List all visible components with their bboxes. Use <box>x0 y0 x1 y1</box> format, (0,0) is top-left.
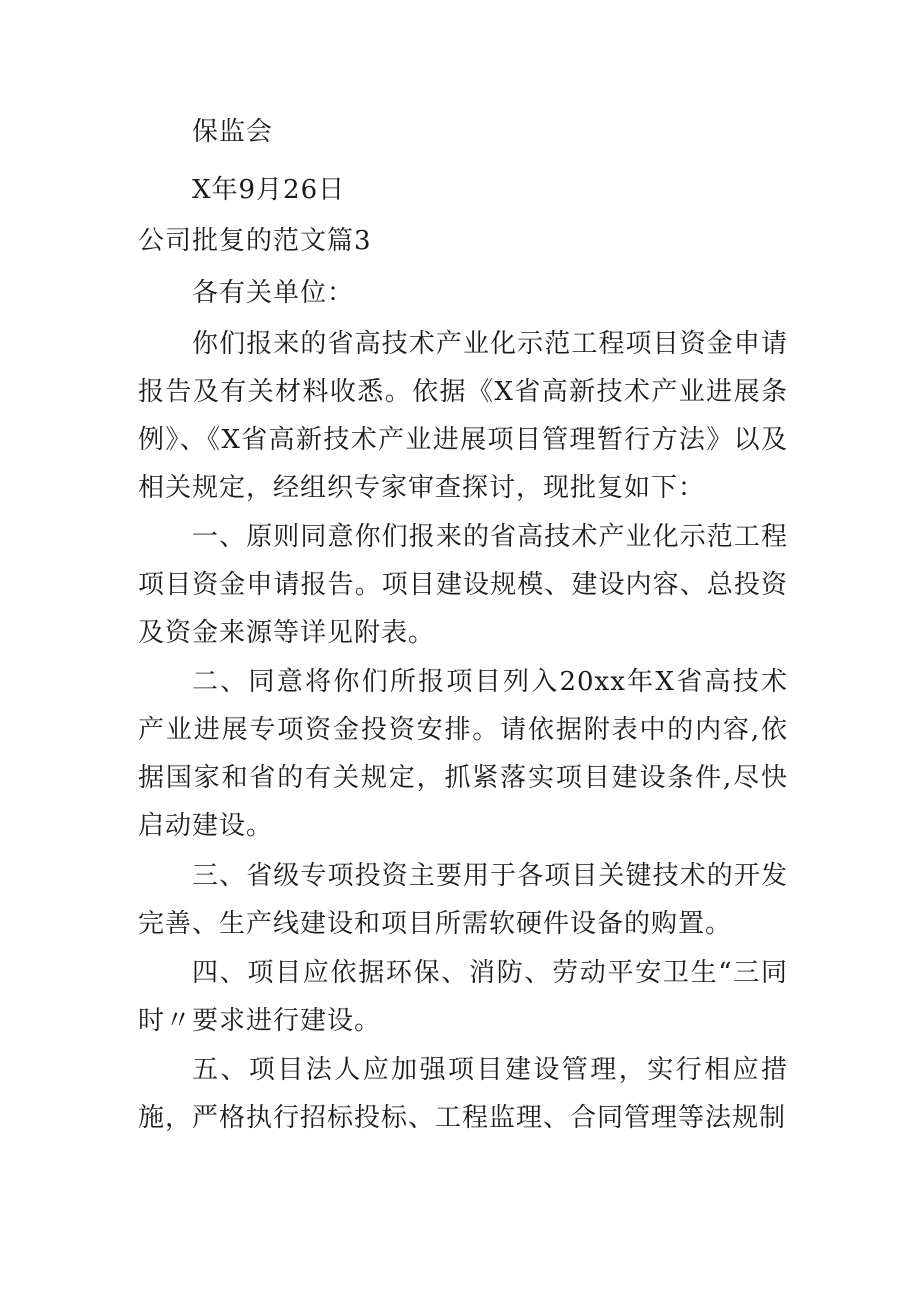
signature-date: X年9月26日 <box>192 175 346 205</box>
paragraph-item-4: 四、项目应依据环保、消防、劳动平安卫生“三同时〃要求进行建设。 <box>138 958 788 1036</box>
paragraph-item-3: 三、省级专项投资主要用于各项目关键技术的开发完善、生产线建设和项目所需软硬件设备的购置。 <box>138 861 788 939</box>
paragraph-item-1: 一、原则同意你们报来的省高技术产业化示范工程项目资金申请报告。项目建设规模、建设内容、总投资及资金来源等详见附表。 <box>138 522 788 648</box>
paragraph-intro: 你们报来的省高技术产业化示范工程项目资金申请报告及有关材料收悉。依据《X省高新技术产业进展条例》、《X省高新技术产业进展项目管理暂行方法》以及相关规定，经组织专家审查探讨，现批复如下： <box>138 329 788 503</box>
section-heading: 公司批复的范文篇3 <box>138 226 372 256</box>
salutation: 各有关单位： <box>192 278 355 308</box>
signature-org: 保监会 <box>192 117 274 147</box>
paragraph-item-5: 五、项目法人应加强项目建设管理，实行相应措施，严格执行招标投标、工程监理、合同管理等法规制 <box>138 1055 788 1133</box>
paragraph-item-2: 二、同意将你们所报项目列入20xx年X省高技术产业进展专项资金投资安排。请依据附表中的内容,依据国家和省的有关规定，抓紧落实项目建设条件,尽快启动建设。 <box>138 667 788 841</box>
